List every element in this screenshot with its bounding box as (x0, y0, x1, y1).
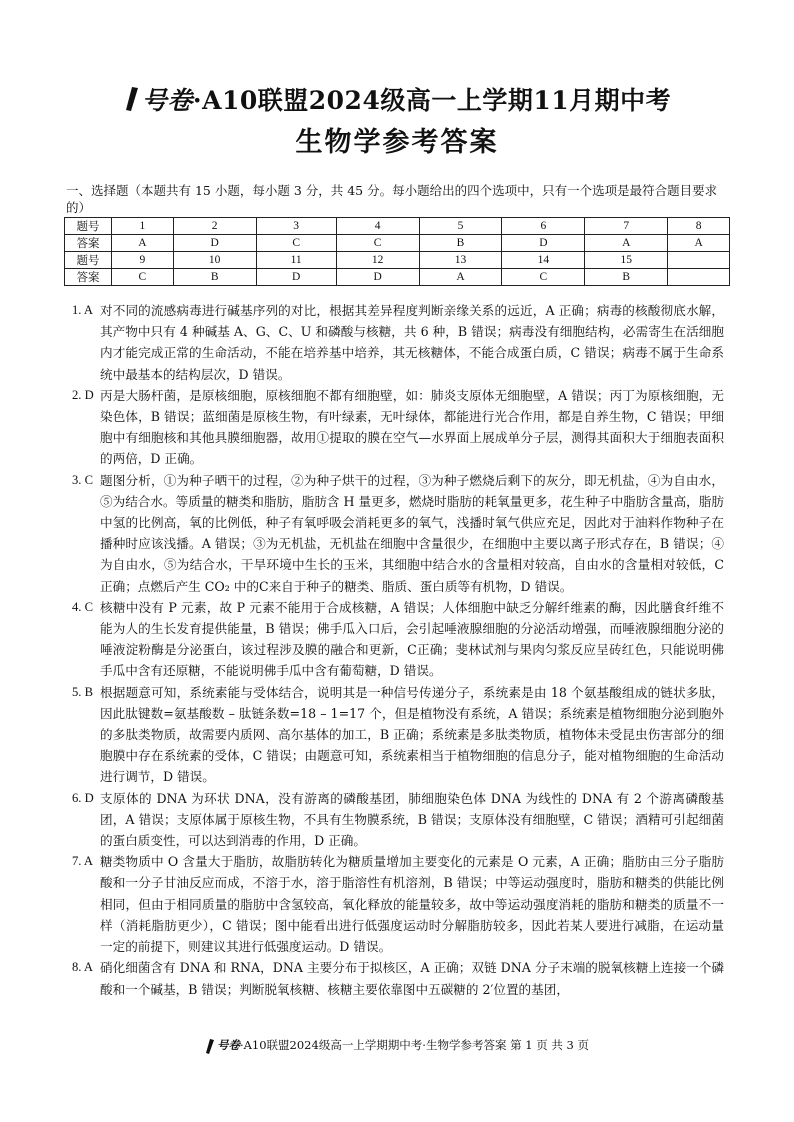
explanation-item (72, 597, 724, 682)
table-cell: 1 (112, 218, 174, 235)
item-number: 6. D (72, 790, 94, 805)
table-cell: A (112, 235, 174, 252)
item-text: 硝化细菌含有 DNA 和 RNA，DNA 主要分布于拟核区，A 正确；双链 DNA 分子末端的脱氧核糖上连接一个磷酸和一个碱基，B 错误；判断脱氧核糖、核糖主要依靠图中五碳糖的 2′位置的基团， (100, 960, 724, 997)
item-number: 2. D (72, 387, 94, 402)
explanation-item (72, 851, 724, 957)
footer-logo (205, 1039, 214, 1054)
answer-table (64, 217, 730, 286)
table-cell: A (668, 235, 730, 252)
table-cell: C (336, 235, 419, 252)
item-text: 糖类物质中 O 含量大于脂肪，故脂肪转化为糖质量增加主要变化的元素是 O 元素，A 正确；脂肪由三分子脂肪酸和一分子甘油反应而成，不溶于水，溶于脂溶性有机溶剂，B 错误；中等运动强度时，脂肪和糖类的供能比例相同，但由于相同质量的脂肪中含氢较高，氧化释放的能量较多，故中等运动强度消耗的脂肪和糖类的质量不一样（消耗脂肪更少），C 错误；图中能看出进行低强度运动时分解脂肪较多，因此若某人要进行减脂，在运动量一定的前提下，则建议其进行低强度运动。D 错误。 (100, 854, 724, 955)
section-heading: 一、选择题（本题共有 15 小题，每小题 3 分，共 45 分。每小题给出的四个选项中，只有一个选项是最符合题目要求的） (66, 183, 718, 215)
table-cell: 3 (256, 218, 336, 235)
explanation-item (72, 788, 724, 852)
brand-logo (123, 86, 139, 119)
table-cell: C (502, 269, 585, 286)
table-cell: 15 (585, 252, 668, 269)
row-label: 题号 (65, 252, 112, 269)
brush-stroke-icon (123, 86, 139, 112)
table-cell: D (256, 269, 336, 286)
item-text: 题图分析，①为种子晒干的过程，②为种子烘干的过程，③为种子燃烧后剩下的灰分，即无机盐，④为自由水，⑤为结合水。等质量的糖类和脂肪，脂肪含 H 量更多，燃烧时脂肪的耗氧量更多，花生种子中脂肪含量高，脂肪中氢的比例高，氧的比例低，种子有氧呼吸会消耗更多的氧气，浅播时氧气供应充足，因此对于油料作物种子在播种时应该浅播。A 错误；③为无机盐，无机盐在细胞中含量很少，在细胞中主要以离子形式存在，B 错误；④为自由水，⑤为结合水，干旱环境中生长的玉米，其细胞中结合水的含量相对较高，自由水的含量相对较低，C 正确；点燃后产生 CO₂ 中的C来自于种子的糖类、脂质、蛋白质等有机物，D 错误。 (100, 472, 724, 594)
item-number: 4. C (72, 599, 93, 614)
table-cell: 2 (173, 218, 256, 235)
row-label: 答案 (65, 235, 112, 252)
row-label: 答案 (65, 269, 112, 286)
explanation-item (72, 385, 724, 470)
table-cell: D (502, 235, 585, 252)
table-cell: 4 (336, 218, 419, 235)
table-cell: C (112, 269, 174, 286)
table-cell: B (173, 269, 256, 286)
table-row (65, 235, 730, 252)
table-row (65, 252, 730, 269)
item-number: 3. C (72, 472, 93, 487)
item-number: 7. A (72, 854, 93, 869)
table-cell: 9 (112, 252, 174, 269)
explanation-item (72, 682, 724, 788)
table-cell: 6 (502, 218, 585, 235)
item-number: 1. A (72, 303, 93, 317)
page-footer (0, 1037, 794, 1054)
table-cell: B (419, 235, 502, 252)
item-text: 核糖中没有 P 元素，故 P 元素不能用于合成核糖，A 错误；人体细胞中缺乏分解纤维素的酶，因此膳食纤维不能为人的生长发育提供能量，B 错误；佛手瓜入口后，会引起唾液腺细胞的分泌活动增强，而唾液腺细胞分泌的唾液淀粉酶是分泌蛋白，该过程涉及膜的融合和更新，C正确；斐林试剂与果肉匀浆反应呈砖红色，只能说明佛手瓜中含有还原糖，不能说明佛手瓜中含有葡萄糖，D 错误。 (100, 599, 724, 679)
table-cell: 14 (502, 252, 585, 269)
table-cell: 7 (585, 218, 668, 235)
table-cell: D (173, 235, 256, 252)
table-cell: 8 (668, 218, 730, 235)
footer-logo-text: 号卷 (216, 1038, 240, 1052)
item-text: 丙是大肠杆菌，是原核细胞，原核细胞不都有细胞壁，如：肺炎支原体无细胞壁，A 错误；丙丁为原核细胞，无染色体，B 错误；蓝细菌是原核生物，有叶绿素，无叶绿体，都能进行光合作用，都是自养生物，C 错误；甲细胞中有细胞核和其他具膜细胞器，故用①提取的膜在空气—水界面上展成单分子层，测得其面积大于细胞表面积的两倍，D 正确。 (100, 387, 724, 467)
explanation-item (72, 957, 724, 999)
item-number: 8. A (72, 960, 93, 975)
explanation-item (72, 300, 724, 385)
item-text: 对不同的流感病毒进行碱基序列的对比，根据其差异程度判断亲缘关系的远近，A 正确；病毒的核酸彻底水解，其产物中只有 4 种碱基 A、G、C、U 和磷酸与核糖，共 6 种，B 错误；病毒没有细胞结构，必需寄生在活细胞内才能完成正常的生命活动，不能在培养基中培养，其无核糖体，不能合成蛋白质，C 错误；病毒不属于生命系统中最基本的结构层次，D 错误。 (100, 303, 724, 382)
table-cell: A (585, 235, 668, 252)
document-subtitle: 生物学参考答案 (295, 127, 499, 158)
table-cell (668, 252, 730, 269)
table-cell: 11 (256, 252, 336, 269)
item-text: 支原体的 DNA 为环状 DNA，没有游离的磷酸基团，肺细胞染色体 DNA 为线性的 DNA 有 2 个游离磷酸基团，A 错误；支原体属于原核生物，不具有生物膜系统，B 错误；支原体没有细胞壁，C 错误；酒精可引起细菌的蛋白质变性，可以达到消毒的作用，D 正确。 (100, 790, 724, 849)
logo-text: 号卷 (141, 86, 193, 115)
title-line-1: ·A10联盟2024级高一上学期11月期中考 (192, 86, 672, 115)
table-row (65, 218, 730, 235)
row-label: 题号 (65, 218, 112, 235)
item-text: 根据题意可知，系统素能与受体结合，说明其是一种信号传递分子，系统素是由 18 个氨基酸组成的链状多肽，因此肽键数=氨基酸数 – 肽链条数=18 – 1=17 个，但是植物没有系统，A 错误；系统素是植物细胞分泌到胞外的多肽类物质，故需要内质网、高尔基体的加工，B 正确；系统素是多肽类物质，植物体未受昆虫伤害部分的细胞膜中存在系统素的受体，C 错误；由题意可知，系统素相当于植物细胞的信息分子，能对植物细胞的生命活动进行调节，D 错误。 (100, 684, 724, 785)
table-cell: B (585, 269, 668, 286)
table-cell: C (256, 235, 336, 252)
table-cell: 10 (173, 252, 256, 269)
table-row (65, 269, 730, 286)
explanation-item (72, 470, 724, 597)
table-cell: D (336, 269, 419, 286)
answer-explanations (72, 300, 724, 1000)
table-cell: A (419, 269, 502, 286)
footer-text: ·A10联盟2024级高一上学期期中考·生物学参考答案 第 1 页 共 3 页 (239, 1038, 590, 1052)
document-title (0, 86, 794, 119)
item-number: 5. B (72, 684, 93, 699)
table-cell: 13 (419, 252, 502, 269)
table-cell: 12 (336, 252, 419, 269)
table-cell (668, 269, 730, 286)
table-cell: 5 (419, 218, 502, 235)
brush-stroke-icon (205, 1039, 214, 1054)
